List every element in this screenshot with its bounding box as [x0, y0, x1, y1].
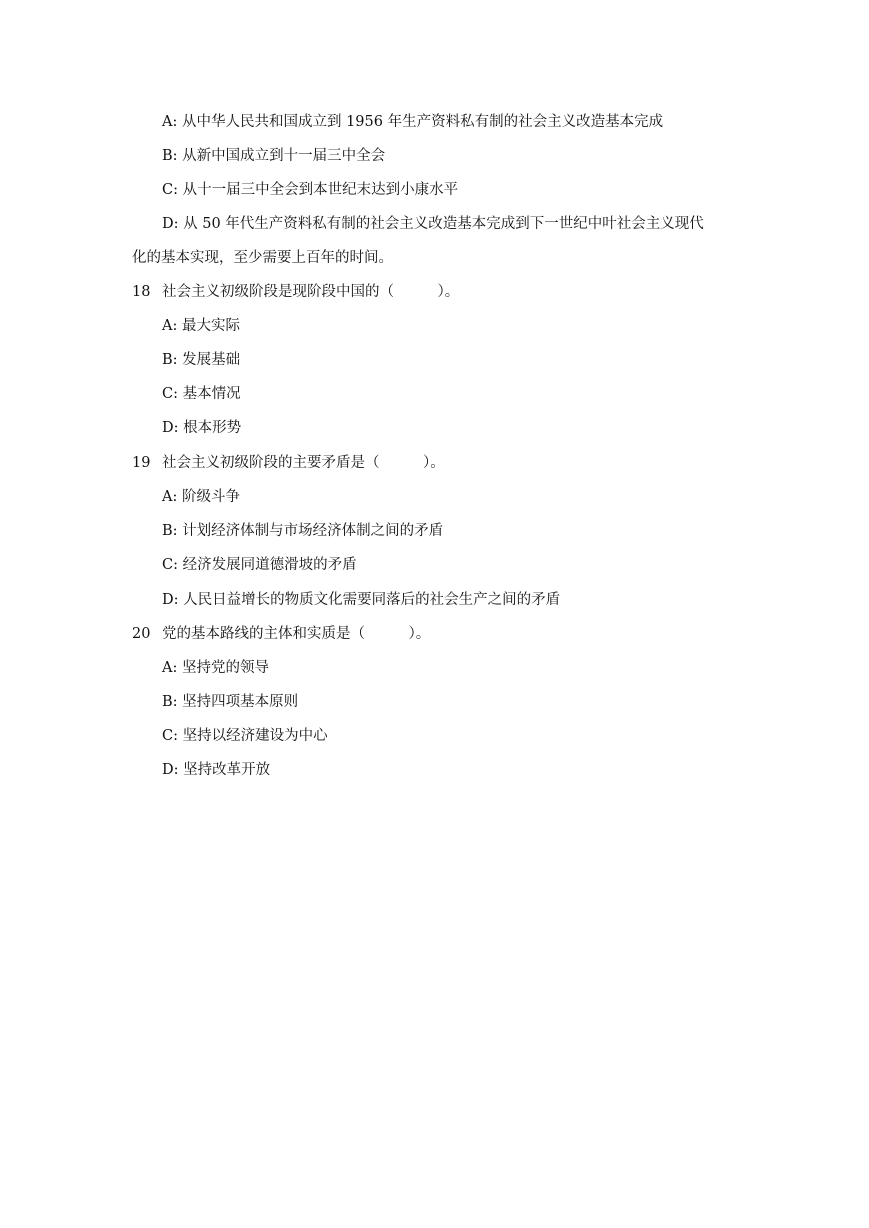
option-c: C: 经济发展同道德滑坡的矛盾 — [162, 557, 357, 573]
question-20 — [132, 624, 430, 644]
option-a: A: 从中华人民共和国成立到 1956 年生产资料私有制的社会主义改造基本完成 — [162, 114, 664, 130]
option-b: B: 从新中国成立到十一届三中全会 — [162, 148, 386, 164]
option-d: D: 从 50 年代生产资料私有制的社会主义改造基本完成到下一世纪中叶社会主义现代 — [162, 216, 704, 232]
question-stem: 社会主义初级阶段是现阶段中国的（ ）。 — [162, 284, 460, 300]
option-b: B: 坚持四项基本原则 — [162, 694, 299, 710]
option-d-continuation: 化的基本实现，至少需要上百年的时间。 — [132, 250, 393, 266]
option-b: B: 发展基础 — [162, 352, 241, 368]
question-number: 20 — [132, 626, 151, 642]
option-a: A: 最大实际 — [162, 318, 240, 334]
question-18 — [132, 282, 459, 302]
question-number: 19 — [132, 455, 151, 471]
option-c: C: 坚持以经济建设为中心 — [162, 728, 328, 744]
question-19 — [132, 453, 445, 473]
question-stem: 社会主义初级阶段的主要矛盾是（ ）。 — [162, 455, 445, 471]
question-stem: 党的基本路线的主体和实质是（ ）。 — [162, 626, 431, 642]
option-c: C: 基本情况 — [162, 386, 241, 402]
option-d: D: 坚持改革开放 — [162, 762, 271, 778]
option-d: D: 根本形势 — [162, 420, 242, 436]
option-a: A: 阶级斗争 — [162, 489, 240, 505]
question-number: 18 — [132, 284, 151, 300]
option-a: A: 坚持党的领导 — [162, 660, 269, 676]
option-d: D: 人民日益增长的物质文化需要同落后的社会生产之间的矛盾 — [162, 592, 561, 608]
option-b: B: 计划经济体制与市场经济体制之间的矛盾 — [162, 523, 444, 539]
option-c: C: 从十一届三中全会到本世纪末达到小康水平 — [162, 182, 459, 198]
